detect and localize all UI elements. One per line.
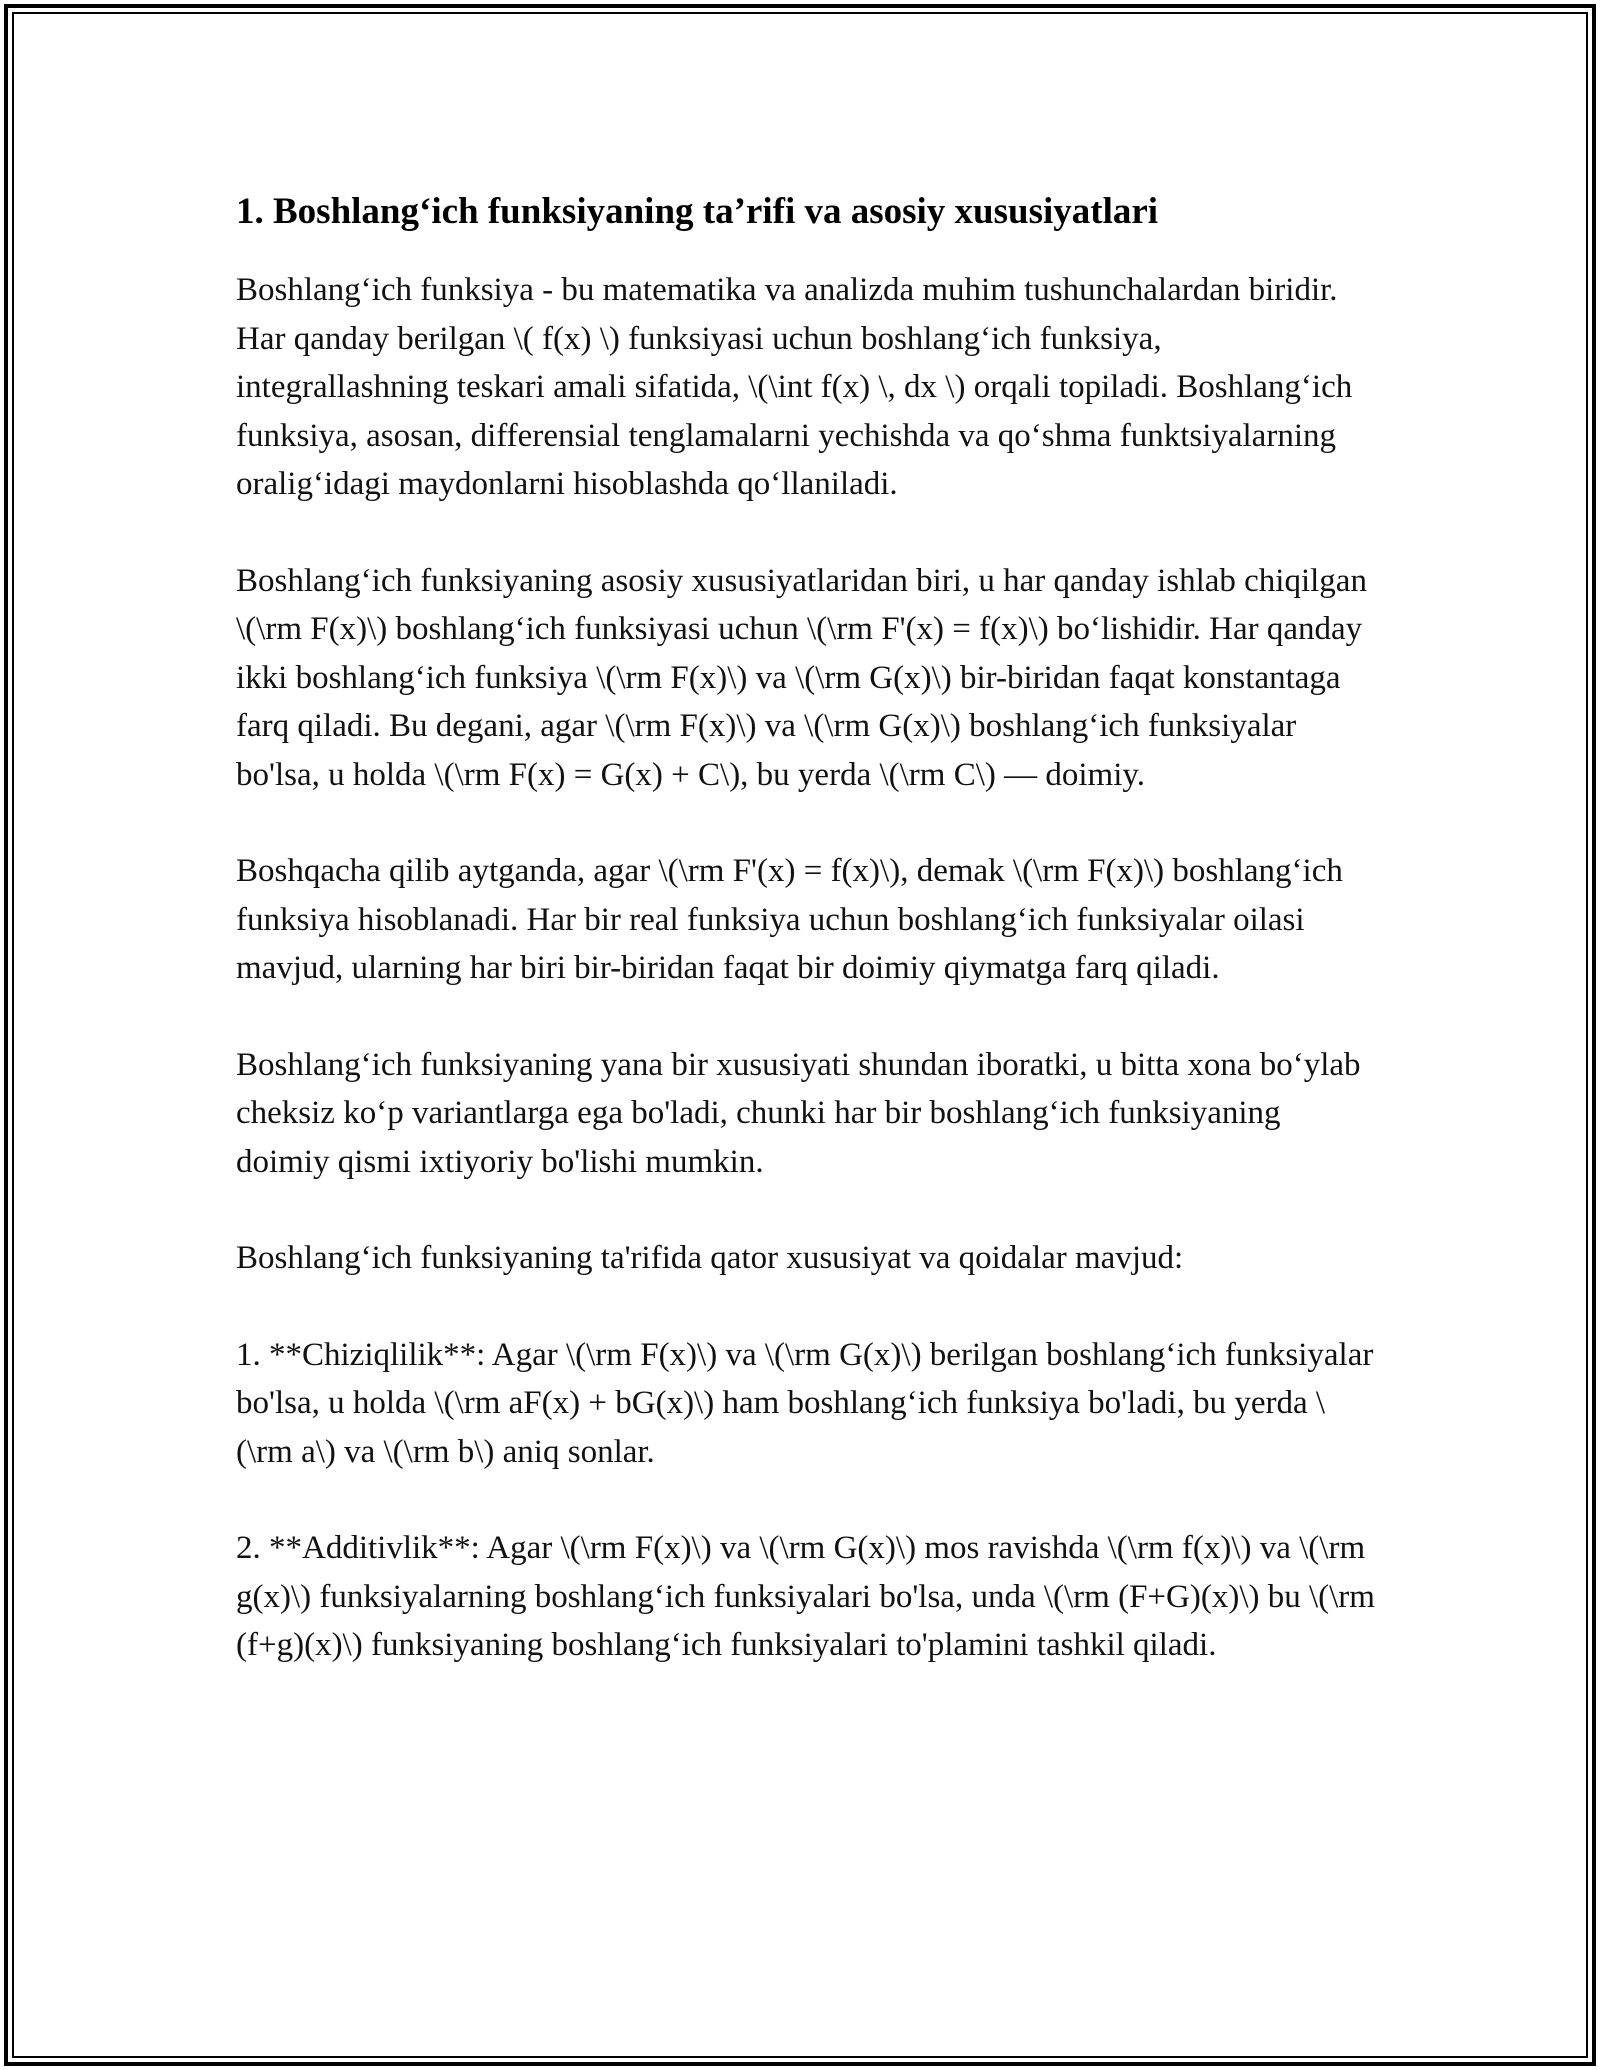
paragraph-main-property: Boshlang‘ich funksiyaning asosiy xususiyatlaridan biri, u har qanday ishlab chiqilgan \(\rm F(x)\) boshlang‘ich funksiyasi uchun \(\rm F'(x) = f(x)\) bo‘lishidir. Har qanday ikki boshlang‘ich funksiya \(\rm F(x)\) va \(\rm G(x)\) bir-biridan faqat konstantaga farq qiladi. Bu degani, agar \(\rm F(x)\) va \(\rm G(x)\) boshlang‘ich funksiyalar bo'lsa, u holda \(\rm F(x) = G(x) + C\), bu yerda \(\rm C\) — doimiy. [236, 562, 1367, 793]
document-body [236, 188, 1376, 1718]
section-heading: 1. Boshlang‘ich funksiyaning ta’rifi va asosiy xususiyatlari [236, 191, 1159, 232]
paragraph-infinite-variants: Boshlang‘ich funksiyaning yana bir xususiyati shundan iboratki, u bitta xona bo‘ylab cheksiz ko‘p variantlarga ega bo'ladi, chunki har bir boshlang‘ich funksiyaning doimiy qismi ixtiyoriy bo'lishi mumkin. [236, 1046, 1361, 1180]
list-item-additivity: 2. **Additivlik**: Agar \(\rm F(x)\) va \(\rm G(x)\) mos ravishda \(\rm f(x)\) va \(\rm g(x)\) funksiyalarning boshlang‘ich funksiyalari bo'lsa, unda \(\rm (F+G)(x)\) bu \(\rm (f+g)(x)\) funksiyaning boshlang‘ich funksiyalari to'plamini tashkil qiladi. [236, 1530, 1375, 1663]
paragraph-rules-intro: Boshlang‘ich funksiyaning ta'rifida qator xususiyat va qoidalar mavjud: [236, 1240, 1184, 1276]
list-item-linearity: 1. **Chiziqlilik**: Agar \(\rm F(x)\) va \(\rm G(x)\) berilgan boshlang‘ich funksiyalar bo'lsa, u holda \(\rm aF(x) + bG(x)\) ham boshlang‘ich funksiya bo'ladi, bu yerda \(\rm a\) va \(\rm b\) aniq sonlar. [236, 1336, 1374, 1470]
paragraph-restatement: Boshqacha qilib aytganda, agar \(\rm F'(x) = f(x)\), demak \(\rm F(x)\) boshlang‘ich funksiya hisoblanadi. Har bir real funksiya uchun boshlang‘ich funksiyalar oilasi mavjud, ularning har biri bir-biridan faqat bir doimiy qiymatga farq qiladi. [236, 853, 1343, 986]
paragraph-definition: Boshlang‘ich funksiya - bu matematika va analizda muhim tushunchalardan biridir. Har qanday berilgan \( f(x) \) funksiyasi uchun boshlang‘ich funksiya, integrallashning teskari amali sifatida, \(\int f(x) \, dx \) orqali topiladi. Boshlang‘ich funksiya, asosan, differensial tenglamalarni yechishda va qo‘shma funktsiyalarning oralig‘idagi maydonlarni hisoblashda qo‘llaniladi. [236, 272, 1353, 502]
